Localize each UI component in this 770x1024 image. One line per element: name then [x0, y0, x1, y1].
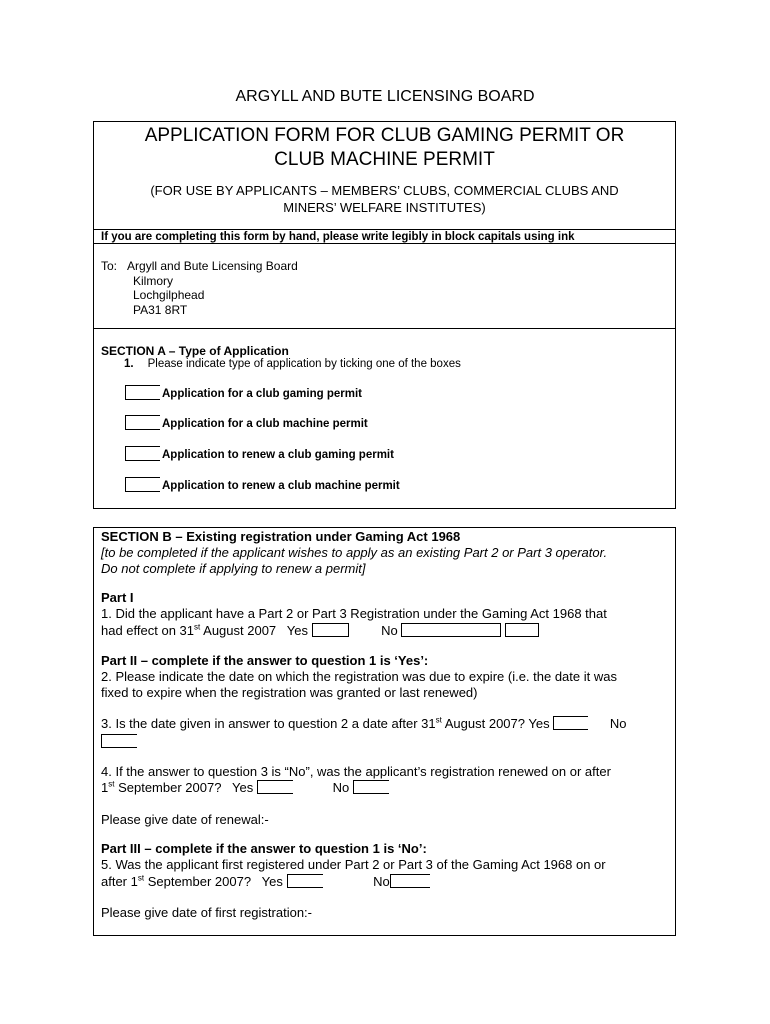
ordinal-suffix: st: [108, 779, 115, 789]
section-b-intro-line-2: Do not complete if applying to renew a permit]: [101, 561, 366, 576]
question-4-line-1: 4. If the answer to question 3 is “No”, was the applicant’s registration renewed on or after: [101, 764, 611, 779]
ordinal-suffix: st: [435, 715, 442, 725]
divider: [94, 328, 675, 329]
checkbox[interactable]: [125, 446, 160, 461]
board-name: ARGYLL AND BUTE LICENSING BOARD: [235, 88, 535, 105]
form-title-line-2: CLUB MACHINE PERMIT: [274, 149, 495, 170]
question-1-line-1: 1. Did the applicant have a Part 2 or Part 3 Registration under the Gaming Act 1968 that: [101, 606, 607, 621]
section-a-heading: SECTION A – Type of Application: [101, 344, 289, 358]
ordinal-suffix: st: [137, 873, 145, 883]
part-2-heading: Part II – complete if the answer to question 1 is ‘Yes’:: [101, 653, 429, 668]
address-line-2: Kilmory: [133, 273, 174, 288]
question-text: Please indicate type of application by ticking one of the boxes: [147, 358, 461, 370]
q5-yes-box[interactable]: [287, 874, 323, 888]
form-title: [94, 124, 675, 172]
part-1-heading: Part I: [101, 590, 134, 605]
q3-yes-box[interactable]: [553, 716, 588, 730]
question-3-text: August 2007?: [441, 716, 525, 731]
question-3: [101, 716, 627, 732]
renewal-date-prompt: Please give date of renewal:-: [101, 812, 269, 827]
option-renew-club-gaming-permit[interactable]: [125, 446, 394, 461]
section-b-intro-line-1: [to be completed if the applicant wishes to apply as an existing Part 2 or Part 3 operator.: [101, 545, 608, 560]
checkbox[interactable]: [125, 385, 160, 400]
recipient-address: [101, 259, 298, 317]
checkbox[interactable]: [125, 415, 160, 430]
form-subtitle-line-1: (FOR USE BY APPLICANTS – MEMBERS’ CLUBS, COMMERCIAL CLUBS AND: [150, 183, 619, 198]
divider: [94, 229, 675, 230]
application-header-box: [93, 121, 676, 509]
q4-yes-box[interactable]: [257, 780, 293, 794]
option-label: Application for a club gaming permit: [162, 388, 362, 400]
option-club-machine-permit[interactable]: [125, 415, 368, 430]
no-label: No: [609, 716, 627, 731]
yes-label: Yes: [232, 780, 254, 795]
q1-extra-box[interactable]: [505, 623, 539, 637]
question-1-text: August 2007: [200, 623, 277, 638]
hand-completion-note: If you are completing this form by hand, please write legibly in block capitals using ink: [101, 231, 575, 243]
form-subtitle: [94, 182, 675, 216]
q1-no-box[interactable]: [401, 623, 501, 637]
question-2-line-2: fixed to expire when the registration was granted or last renewed): [101, 685, 478, 700]
option-label: Application for a club machine permit: [162, 418, 368, 430]
address-line-3: Lochgilphead: [133, 288, 205, 302]
option-renew-club-machine-permit[interactable]: [125, 477, 400, 492]
yes-label: Yes: [286, 623, 308, 638]
question-2-line-1: 2. Please indicate the date on which the registration was due to expire (i.e. the date it was: [101, 669, 617, 684]
question-number: 1.: [124, 358, 134, 370]
question-5-text: September 2007?: [144, 874, 252, 889]
option-club-gaming-permit[interactable]: [125, 385, 362, 400]
ordinal-suffix: st: [194, 622, 201, 632]
q3-no-box-wrapper: [101, 734, 137, 748]
section-a-question-1: [124, 358, 461, 370]
form-subtitle-line-2: MINERS’ WELFARE INSTITUTES): [283, 200, 486, 215]
no-label: No: [332, 780, 350, 795]
first-registration-date-prompt: Please give date of first registration:-: [101, 905, 312, 920]
question-3-text: 3. Is the date given in answer to question 2 a date after 31: [101, 716, 436, 731]
to-label: To:: [101, 259, 118, 273]
form-title-line-1: APPLICATION FORM FOR CLUB GAMING PERMIT OR: [144, 125, 625, 146]
question-1-text: had effect on 31: [101, 623, 195, 638]
question-4-text: 1: [101, 780, 109, 795]
part-3-heading: Part III – complete if the answer to question 1 is ‘No’:: [101, 841, 427, 856]
q4-no-box[interactable]: [353, 780, 389, 794]
divider: [94, 243, 675, 244]
section-b-box: [93, 527, 676, 936]
question-1-line-2: [101, 623, 539, 639]
question-5-text: after 1: [101, 874, 138, 889]
q1-yes-box[interactable]: [312, 623, 349, 637]
q3-no-box[interactable]: [101, 734, 137, 748]
option-label: Application to renew a club gaming permit: [162, 449, 394, 461]
checkbox[interactable]: [125, 477, 160, 492]
address-line-4: PA31 8RT: [133, 302, 188, 317]
question-5-line-1: 5. Was the applicant first registered under Part 2 or Part 3 of the Gaming Act 1968 on or: [101, 857, 606, 872]
yes-label: Yes: [261, 874, 283, 889]
no-label: No: [373, 874, 390, 889]
question-4-text: September 2007?: [114, 780, 222, 795]
no-label: No: [381, 623, 398, 638]
section-b-heading: SECTION B – Existing registration under Gaming Act 1968: [101, 529, 461, 544]
question-4-line-2: [101, 780, 389, 796]
option-label: Application to renew a club machine permit: [162, 480, 400, 492]
address-line-1: Argyll and Bute Licensing Board: [127, 259, 298, 273]
yes-label: Yes: [528, 716, 550, 731]
q5-no-box[interactable]: [390, 874, 430, 888]
question-5-line-2: [101, 874, 430, 890]
